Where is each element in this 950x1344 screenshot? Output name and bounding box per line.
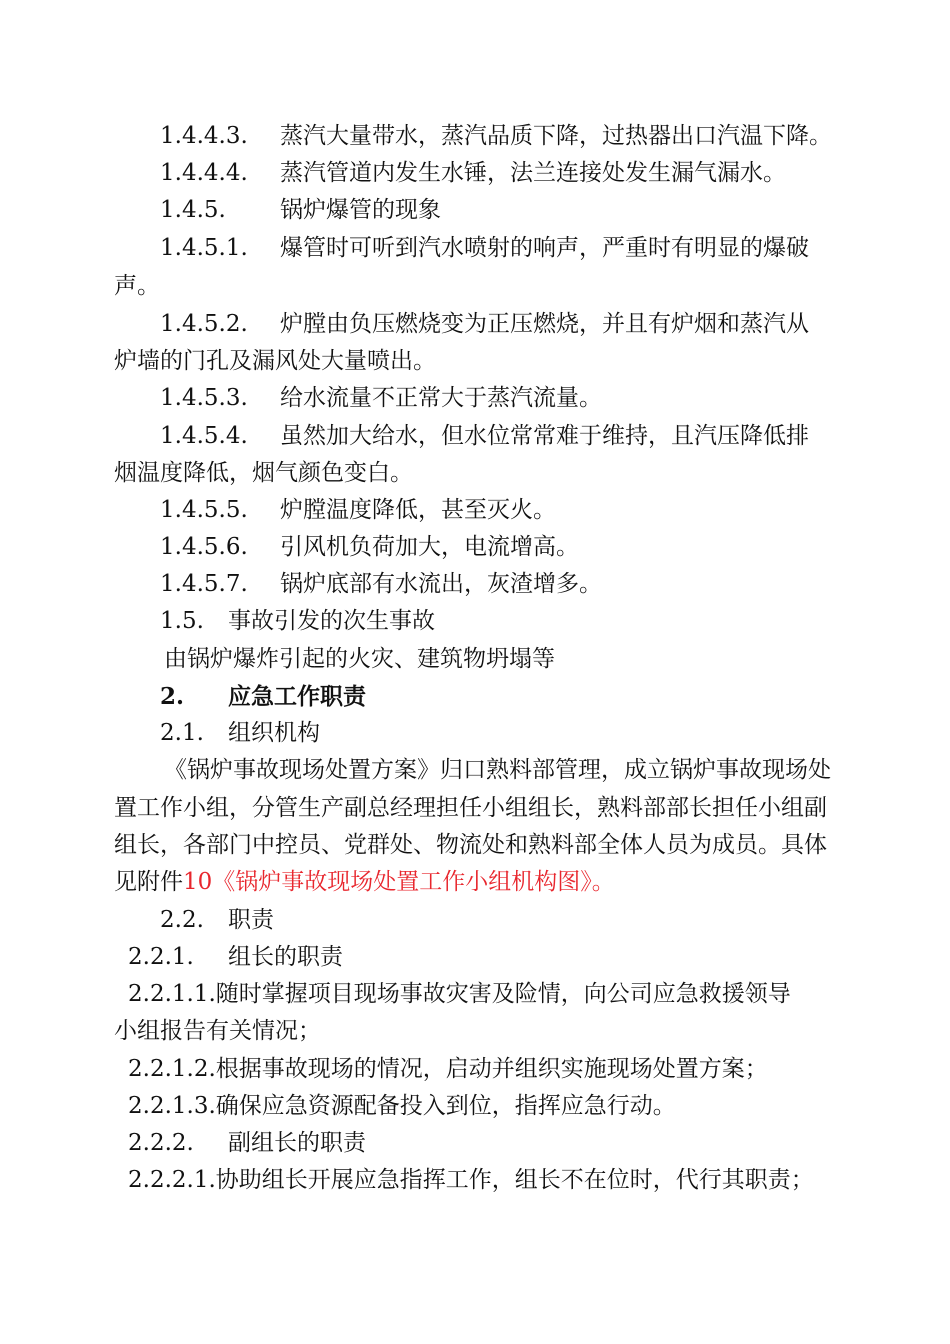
item-text: 组长的职责 xyxy=(228,944,343,970)
item-number: 2.2.2. xyxy=(128,1130,194,1156)
heading-text: 应急工作职责 xyxy=(228,683,366,710)
item-1-4-5-6 xyxy=(160,529,579,566)
item-1-4-4-4 xyxy=(160,155,786,192)
item-1-4-5-7 xyxy=(160,566,602,603)
item-text: 炉膛温度降低，甚至灭火。 xyxy=(280,497,556,523)
item-2-2-1-3 xyxy=(128,1088,676,1125)
paragraph-text: 见附件 xyxy=(114,869,183,895)
item-number: 1.5. xyxy=(160,608,204,634)
item-number: 1.4.5.1. xyxy=(160,235,248,261)
item-number: 1.4.5.7. xyxy=(160,571,248,597)
item-number: 1.4.4.3. xyxy=(160,123,248,149)
item-2-1 xyxy=(160,715,320,752)
item-continuation: 炉墙的门孔及漏风处大量喷出。 xyxy=(114,348,436,374)
item-text: 协助组长开展应急指挥工作，组长不在位时，代行其职责； xyxy=(215,1167,814,1193)
item-2-2-1-1 xyxy=(128,976,791,1013)
item-2-2-2-1 xyxy=(128,1162,814,1199)
item-text: 副组长的职责 xyxy=(228,1130,366,1156)
item-number: 2.2.1.1. xyxy=(128,981,216,1007)
item-text: 职责 xyxy=(228,907,274,933)
item-number: 2.2.2.1. xyxy=(128,1167,216,1193)
item-text: 炉膛由负压燃烧变为正压燃烧，并且有炉烟和蒸汽从 xyxy=(280,311,809,337)
item-number: 1.4.5. xyxy=(160,197,226,223)
item-continuation: 小组报告有关情况； xyxy=(114,1018,321,1044)
item-number: 1.4.5.4. xyxy=(160,423,248,449)
item-number: 2.2. xyxy=(160,907,204,933)
item-continuation: 声。 xyxy=(114,273,160,299)
org-paragraph-line: 《锅炉事故现场处置方案》归口熟料部管理，成立锅炉事故现场处 xyxy=(164,757,831,783)
section-heading-2 xyxy=(160,678,366,715)
item-number: 2.2.1. xyxy=(128,944,194,970)
item-text: 爆管时可听到汽水喷射的响声，严重时有明显的爆破 xyxy=(280,235,809,261)
item-1-4-5 xyxy=(160,192,441,229)
item-text: 锅炉爆管的现象 xyxy=(280,197,441,223)
item-text: 给水流量不正常大于蒸汽流量。 xyxy=(280,385,602,411)
item-number: 1.4.5.5. xyxy=(160,497,248,523)
item-text: 引风机负荷加大，电流增高。 xyxy=(280,534,579,560)
item-continuation: 烟温度降低，烟气颜色变白。 xyxy=(114,460,413,486)
item-text: 确保应急资源配备投入到位，指挥应急行动。 xyxy=(215,1093,676,1119)
item-2-2 xyxy=(160,902,274,939)
item-1-4-5-1 xyxy=(160,230,809,267)
item-text: 蒸汽管道内发生水锤，法兰连接处发生漏气漏水。 xyxy=(280,160,786,186)
item-text: 虽然加大给水，但水位常常难于维持，且汽压降低排 xyxy=(280,423,809,449)
secondary-accident-text: 由锅炉爆炸引起的火灾、建筑物坍塌等 xyxy=(164,646,555,672)
item-text: 组织机构 xyxy=(228,720,320,746)
item-text: 根据事故现场的情况，启动并组织实施现场处置方案； xyxy=(215,1056,768,1082)
heading-number: 2. xyxy=(160,683,185,710)
item-1-4-4-3 xyxy=(160,118,832,155)
item-1-5 xyxy=(160,603,435,640)
item-number: 2.1. xyxy=(160,720,204,746)
item-number: 1.4.5.2. xyxy=(160,311,248,337)
item-text: 蒸汽大量带水，蒸汽品质下降，过热器出口汽温下降。 xyxy=(280,123,832,149)
item-2-2-1 xyxy=(128,939,343,976)
item-2-2-1-2 xyxy=(128,1051,768,1088)
item-number: 2.2.1.2. xyxy=(128,1056,216,1082)
org-paragraph-line xyxy=(114,864,615,901)
item-1-4-5-4 xyxy=(160,418,809,455)
item-number: 1.4.5.3. xyxy=(160,385,248,411)
item-number: 2.2.1.3. xyxy=(128,1093,216,1119)
item-number: 1.4.5.6. xyxy=(160,534,248,560)
item-text: 锅炉底部有水流出，灰渣增多。 xyxy=(280,571,602,597)
item-1-4-5-3 xyxy=(160,380,602,417)
item-1-4-5-2 xyxy=(160,306,809,343)
item-text: 随时掌握项目现场事故灾害及险情，向公司应急救援领导 xyxy=(215,981,791,1007)
attachment-reference: 10《锅炉事故现场处置工作小组机构图》。 xyxy=(183,869,615,895)
item-number: 1.4.4.4. xyxy=(160,160,248,186)
item-1-4-5-5 xyxy=(160,492,556,529)
org-paragraph-line: 组长，各部门中控员、党群处、物流处和熟料部全体人员为成员。具体 xyxy=(114,832,827,858)
org-paragraph-line: 置工作小组，分管生产副总经理担任小组组长，熟料部部长担任小组副 xyxy=(114,795,827,821)
item-2-2-2 xyxy=(128,1125,366,1162)
item-text: 事故引发的次生事故 xyxy=(228,608,435,634)
